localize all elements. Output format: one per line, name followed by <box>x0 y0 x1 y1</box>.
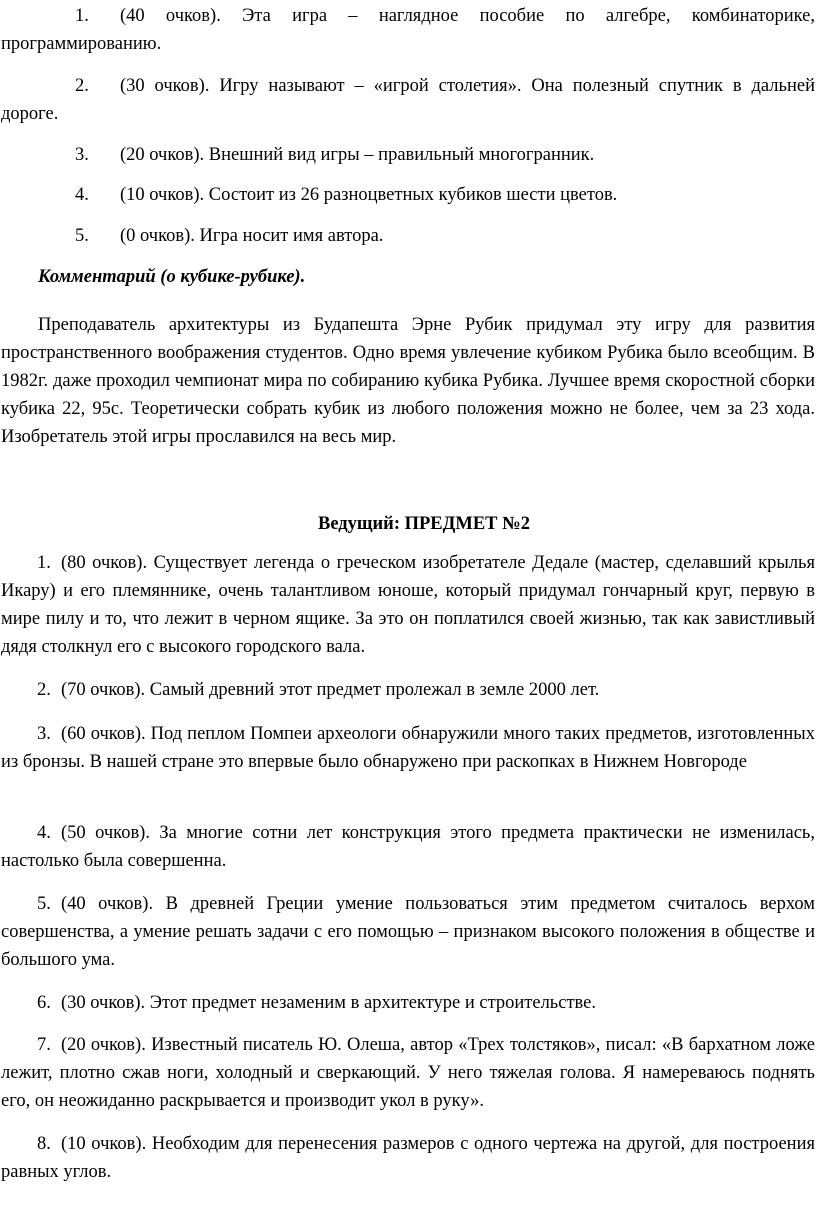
list-item <box>1 1130 815 1186</box>
item-text: (50 очков). За многие сотни лет конструкция этого предмета практически не изменилась, настолько была совершенна. <box>1 823 815 871</box>
item-number: 1. <box>75 6 89 26</box>
list-item <box>1 181 815 209</box>
list-item <box>1 222 815 250</box>
item-number: 8. <box>37 1134 51 1154</box>
item-text: (30 очков). Этот предмет незаменим в архитектуре и строительстве. <box>61 993 597 1013</box>
item-number: 3. <box>75 145 89 165</box>
list-item <box>1 72 815 128</box>
list-item <box>1 890 815 974</box>
item-text: (0 очков). Игра носит имя автора. <box>120 226 384 246</box>
list-item <box>1 141 815 169</box>
item-text: (60 очков). Под пеплом Помпеи археологи обнаружили много таких предметов, изготовленных из бронзы. В нашей стране это впервые было обнаружено при раскопках в Нижнем Новгороде <box>1 724 815 772</box>
item-text: (10 очков). Необходим для перенесения размеров с одного чертежа на другой, для построения равных углов. <box>1 1134 815 1182</box>
item-number: 6. <box>37 993 51 1013</box>
comment-title: Комментарий (о кубике-рубике). <box>38 267 306 287</box>
item-text: (10 очков). Состоит из 26 разноцветных кубиков шести цветов. <box>120 185 618 205</box>
list-item <box>1 1031 815 1115</box>
item-number: 7. <box>37 1035 51 1055</box>
list-item <box>1 819 815 875</box>
list-item <box>1 989 815 1017</box>
item-text: (20 очков). Внешний вид игры – правильный многогранник. <box>120 145 595 165</box>
item-number: 4. <box>37 823 51 843</box>
item-number: 2. <box>75 76 89 96</box>
item-number: 2. <box>37 680 51 700</box>
list-item <box>1 2 815 58</box>
item-number: 5. <box>37 894 51 914</box>
item-text: (30 очков). Игру называют – «игрой столетия». Она полезный спутник в дальней дороге. <box>1 76 815 124</box>
list-item <box>1 676 815 704</box>
list-item <box>1 549 815 661</box>
item-text: (40 очков). Эта игра – наглядное пособие по алгебре, комбинаторике, программированию. <box>1 6 815 54</box>
item-number: 3. <box>37 724 51 744</box>
item-text: (80 очков). Существует легенда о греческом изобретателе Дедале (мастер, сделавший крылья Икару) и его племяннике, очень талантливом юноше, который придумал гончарный круг, первую в мире пилу и то, что лежит в черном ящике. За это он поплатился своей жизнью, так как завистливый дядя столкнул его с высокого городского вала. <box>1 553 815 657</box>
item-number: 4. <box>75 185 89 205</box>
item-text: (70 очков). Самый древний этот предмет пролежал в земле 2000 лет. <box>61 680 600 700</box>
item-number: 5. <box>75 226 89 246</box>
comment-body: Преподаватель архитектуры из Будапешта Эрне Рубик придумал эту игру для развития пространственного воображения студентов. Одно время увлечение кубиком Рубика было всеобщим. В 1982г. даже проходил чемпионат мира по собиранию кубика Рубика. Лучшее время скоростной сборки кубика 22, 95с. Теоретически собрать кубик из любого положения можно не более, чем за 23 хода. Изобретатель этой игры прославился на весь мир. <box>1 315 815 447</box>
list-item <box>1 720 815 776</box>
item-text: (40 очков). В древней Греции умение пользоваться этим предметом считалось верхом совершенства, а умение решать задачи с его помощью – признаком высокого положения в обществе и большого ума. <box>1 894 815 970</box>
item-text: (20 очков). Известный писатель Ю. Олеша, автор «Трех толстяков», писал: «В бархатном ложе лежит, плотно сжав ноги, холодный и сверкающий. У него тяжелая голова. Я намереваюсь поднять его, он неожиданно раскрывается и производит укол в руку». <box>1 1035 815 1111</box>
item-number: 1. <box>37 553 51 573</box>
section-heading: Ведущий: ПРЕДМЕТ №2 <box>317 514 530 534</box>
